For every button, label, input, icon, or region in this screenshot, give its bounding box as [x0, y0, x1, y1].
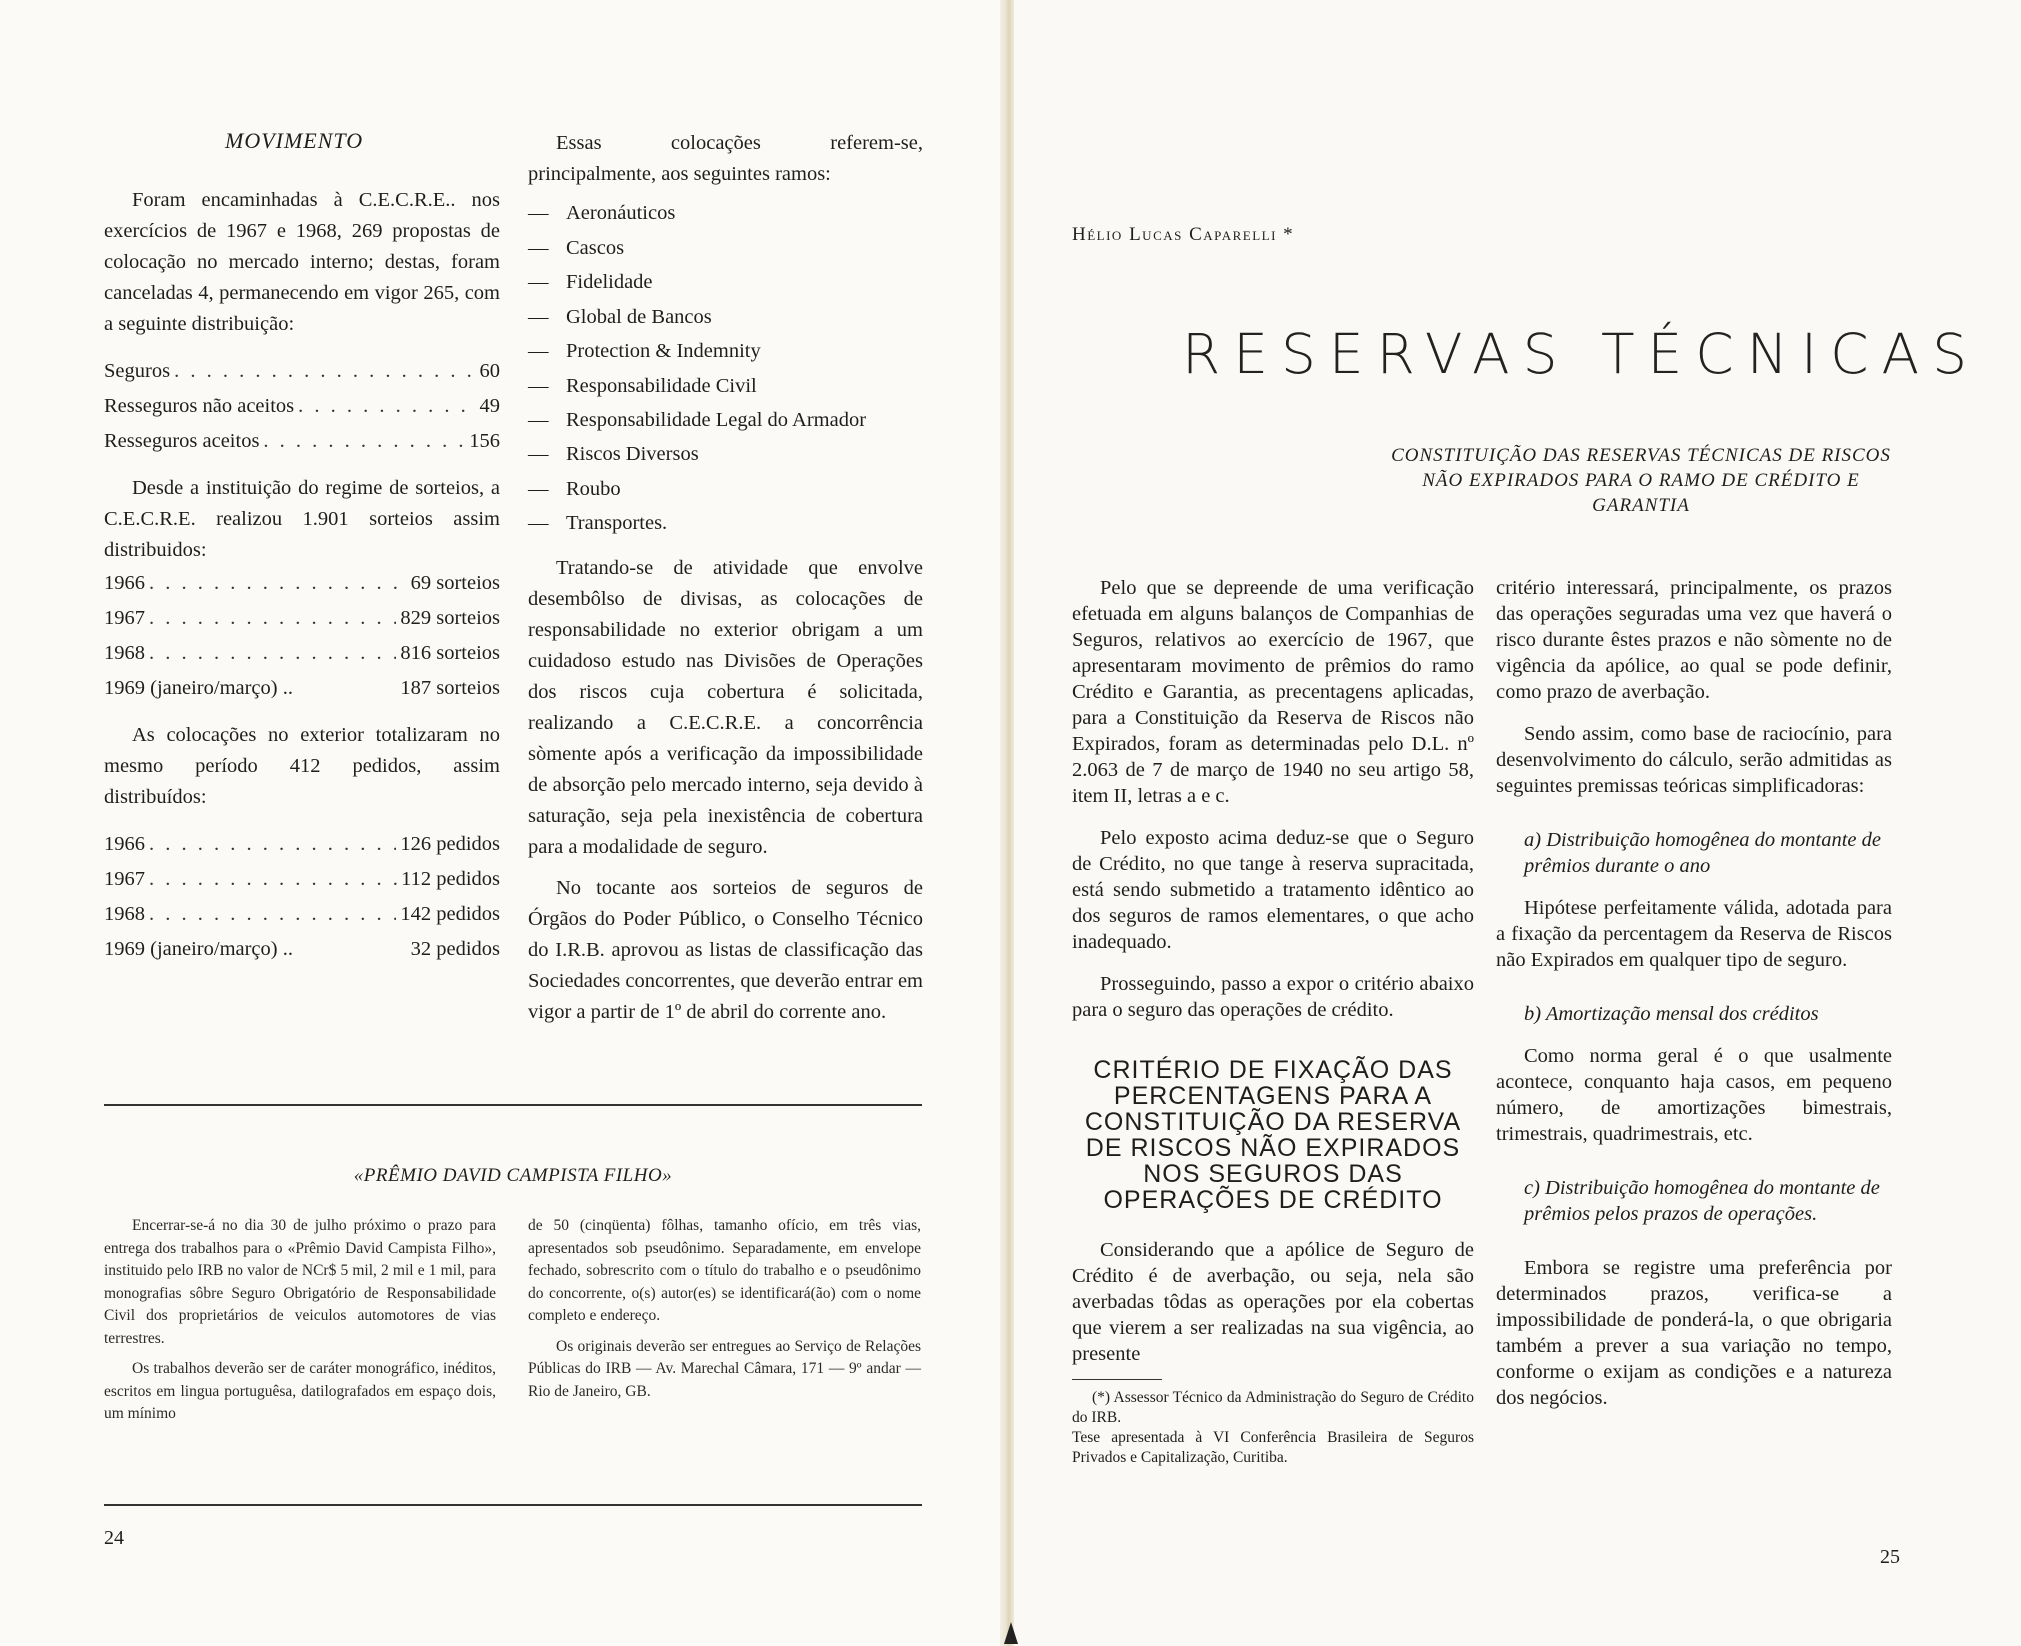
premio-title: «PRÊMIO DAVID CAMPISTA FILHO»: [353, 1165, 673, 1186]
premio-column-2: [528, 1215, 921, 1403]
movimento-title: MOVIMENTO: [225, 128, 364, 153]
footnote-rule: [1072, 1379, 1162, 1380]
article-paragraph-4: Considerando que a apólice de Seguro de Crédito é de averbação, ou seja, nela são averbadas tôdas as operações por ela cobertas que vierem a ser realizadas na sua vigência, ao presente: [1072, 1239, 1474, 1365]
distribution-row: Resseguros aceitos . . . 156: [104, 424, 500, 459]
article-title: RESERVAS TÉCNICAS: [1182, 322, 1981, 386]
footnote-1: (*) Assessor Técnico da Administração do Seguro de Crédito do IRB.: [1072, 1389, 1474, 1426]
ramos-paragraph-1: Tratando-se de atividade que envolve desembôlso de divisas, as colocações de responsabilidade no exterior obrigam a um cuidadoso estudo nas Divisões de Operações dos riscos cuja cobertura é solicitada, realizando a C.E.C.R.E. a concorrência sòmente após a verificação da impossibilidade de absorção pelo mercado interno, seja devido à saturação, seja pela inexistência de cobertura para a modalidade de seguro.: [528, 556, 923, 858]
article-paragraph-1: Pelo que se depreende de uma verificação efetuada em alguns balanços de Companhias de Seguros, relativos ao exercício de 1967, que apresentaram movimento de prêmios do ramo Crédito e Garantia, as precentagens aplicadas, para a Constituição da Reserva de Riscos não Expirados, foram as determinadas pelo D.L. nº 2.063 de 7 de março de 1940 no seu artigo 58, item II, letras a e c.: [1072, 577, 1474, 807]
movimento-paragraph-1: Foram encaminhadas à C.E.C.R.E.. nos exercícios de 1967 e 1968, 269 propostas de colocação no mercado interno; destas, foram canceladas 4, permanecendo em vigor 265, com a seguinte distribuição:: [104, 189, 500, 335]
pedidos-row: 1967 . . . 112 pedidos: [104, 862, 500, 897]
article-paragraph-9: Embora se registre uma preferência por determinados prazos, verifica-se a impossibilidade de ponderá-la, o que obrigaria também a prever a sua variação no tempo, conforme o exijam as condições e a natureza dos negócios.: [1496, 1257, 1892, 1409]
premio-paragraph-1: Encerrar-se-á no dia 30 de julho próximo o prazo para entrega dos trabalhos para o «Prêmio David Campista Filho», instituido pelo IRB no valor de NCr$ 5 mil, 2 mil e 1 mil, para monografias sôbre Seguro Obrigatório de Responsabilidade Civil dos proprietários de veiculos automotores de vias terrestres.: [104, 1217, 496, 1347]
book-gutter: [1000, 0, 1014, 1646]
ramos-column: [528, 128, 923, 1028]
left-page: [0, 0, 1003, 1646]
movimento-paragraph-2: Desde a instituição do regime de sorteios, a C.E.C.R.E. realizou 1.901 sorteios assim distribuidos:: [104, 477, 500, 561]
article-paragraph-2: Pelo exposto acima deduz-se que o Seguro de Crédito, no que tange à reserva supracitada, está sendo submetido a tratamento idêntico ao dos seguros de ramos elementares, o que acho inadequado.: [1072, 827, 1474, 953]
article-column-1: [1072, 575, 1474, 1468]
premise-a: a) Distribuição homogênea do montante de prêmios durante o ano: [1524, 829, 1881, 877]
premio-paragraph-3: de 50 (cinqüenta) fôlhas, tamanho ofício, em três vias, apresentados sob pseudônimo. Separadamente, em envelope fechado, sobrescrito com o título do trabalho e o pseudônimo do concorrente, o(s) autor(es) se identificará(ão) com o nome completo e endereço.: [528, 1217, 921, 1324]
page-number-right: 25: [1880, 1546, 1900, 1568]
list-item: — Responsabilidade Legal do Armador: [528, 409, 867, 431]
movimento-paragraph-3: As colocações no exterior totalizaram no mesmo período 412 pedidos, assim distribuídos:: [104, 724, 500, 808]
article-subtitle: CONSTITUIÇÃO DAS RESERVAS TÉCNICAS DE RISCOS NÃO EXPIRADOS PARA O RAMO DE CRÉDITO E GARANTIA: [1391, 445, 1891, 516]
sorteios-row: 1968 . . . 816 sorteios: [104, 636, 500, 671]
premise-c: c) Distribuição homogênea do montante de prêmios pelos prazos de operações.: [1524, 1177, 1880, 1225]
list-item: — Cascos: [528, 236, 625, 259]
ramos-intro: Essas colocações referem-se, principalmente, aos seguintes ramos:: [528, 132, 923, 185]
sorteios-row: 1966 . . . 69 sorteios: [104, 566, 500, 601]
article-paragraph-3: Prosseguindo, passo a expor o critério abaixo para o seguro das operações de crédito.: [1072, 973, 1474, 1021]
divider-rule-bottom: [104, 1504, 922, 1506]
premio-paragraph-2: Os trabalhos deverão ser de caráter monográfico, inéditos, escritos em lingua portuguêsa, datilografados em espaço dois, um mínimo: [104, 1360, 496, 1422]
premio-column-1: [104, 1215, 496, 1426]
section-heading: CRITÉRIO DE FIXAÇÃO DAS PERCENTAGENS PARA A CONSTITUIÇÃO DA RESERVA DE RISCOS NÃO EXPIRADOS NOS SEGUROS DAS OPERAÇÕES DE CRÉDITO: [1084, 1056, 1462, 1214]
list-item: — Fidelidade: [528, 271, 653, 293]
premio-paragraph-4: Os originais deverão ser entregues ao Serviço de Relações Públicas do IRB — Av. Marechal Câmara, 171 — 9º andar — Rio de Janeiro, GB.: [528, 1337, 921, 1400]
distribution-list: [104, 354, 500, 459]
article-paragraph-8: Como norma geral é o que usalmente acontece, conquanto haja casos, em pequeno número, de amortizações bimestrais, trimestrais, quadrimestrais, etc.: [1496, 1045, 1892, 1145]
article-paragraph-7: Hipótese perfeitamente válida, adotada para a fixação da percentagem da Reserva de Riscos não Expirados em qualquer tipo de seguro.: [1496, 897, 1892, 971]
pedidos-row: 1968 . . . 142 pedidos: [104, 897, 500, 932]
list-item: — Riscos Diversos: [528, 443, 699, 465]
footnote-2: Tese apresentada à VI Conferência Brasileira de Seguros Privados e Capitalização, Curitiba.: [1072, 1429, 1474, 1466]
article-paragraph-5: critério interessará, principalmente, os prazos das operações seguradas uma vez que haverá o risco durante êstes prazos e não sòmente no de vigência da apólice, ao qual se pode definir, como prazo de averbação.: [1496, 577, 1892, 703]
list-item: — Transportes.: [528, 512, 668, 534]
article-column-2: [1496, 575, 1892, 1411]
list-item: — Protection & Indemnity: [528, 340, 761, 362]
ramos-paragraph-2: No tocante aos sorteios de seguros de Órgãos do Poder Público, o Conselho Técnico do I.R.B. aprovou as listas de classificação das Sociedades concorrentes, que deverão entrar em vigor a partir de 1º de abril do corrente ano.: [528, 876, 924, 1023]
distribution-row: Resseguros não aceitos . . . 49: [104, 389, 500, 424]
list-item: — Roubo: [528, 477, 621, 500]
premise-b: b) Amortização mensal dos créditos: [1524, 1003, 1819, 1025]
pedidos-row: 1969 (janeiro/março) .. 32 pedidos: [104, 938, 500, 960]
list-item: — Aeronáuticos: [528, 202, 676, 224]
movimento-column: [104, 185, 500, 967]
sorteios-row: 1967 . . . 829 sorteios: [104, 601, 500, 636]
list-item: — Responsabilidade Civil: [528, 374, 757, 397]
ramos-list: [528, 196, 923, 541]
gutter-marker: [1004, 1622, 1018, 1644]
author-name: Hélio Lucas Caparelli *: [1072, 224, 1295, 245]
pedidos-list: [104, 827, 500, 967]
divider-rule-top: [104, 1104, 922, 1106]
list-item: — Global de Bancos: [528, 305, 712, 328]
article-paragraph-6: Sendo assim, como base de raciocínio, para desenvolvimento do cálculo, serão admitidas as seguintes premissas teóricas simplificadoras:: [1496, 723, 1892, 797]
page-number-left: 24: [104, 1527, 124, 1549]
sorteios-row: 1969 (janeiro/março) .. 187 sorteios: [104, 677, 500, 699]
distribution-row: Seguros . . . 60: [104, 354, 500, 389]
pedidos-row: 1966 . . . 126 pedidos: [104, 827, 500, 862]
sorteios-list: [104, 566, 500, 706]
